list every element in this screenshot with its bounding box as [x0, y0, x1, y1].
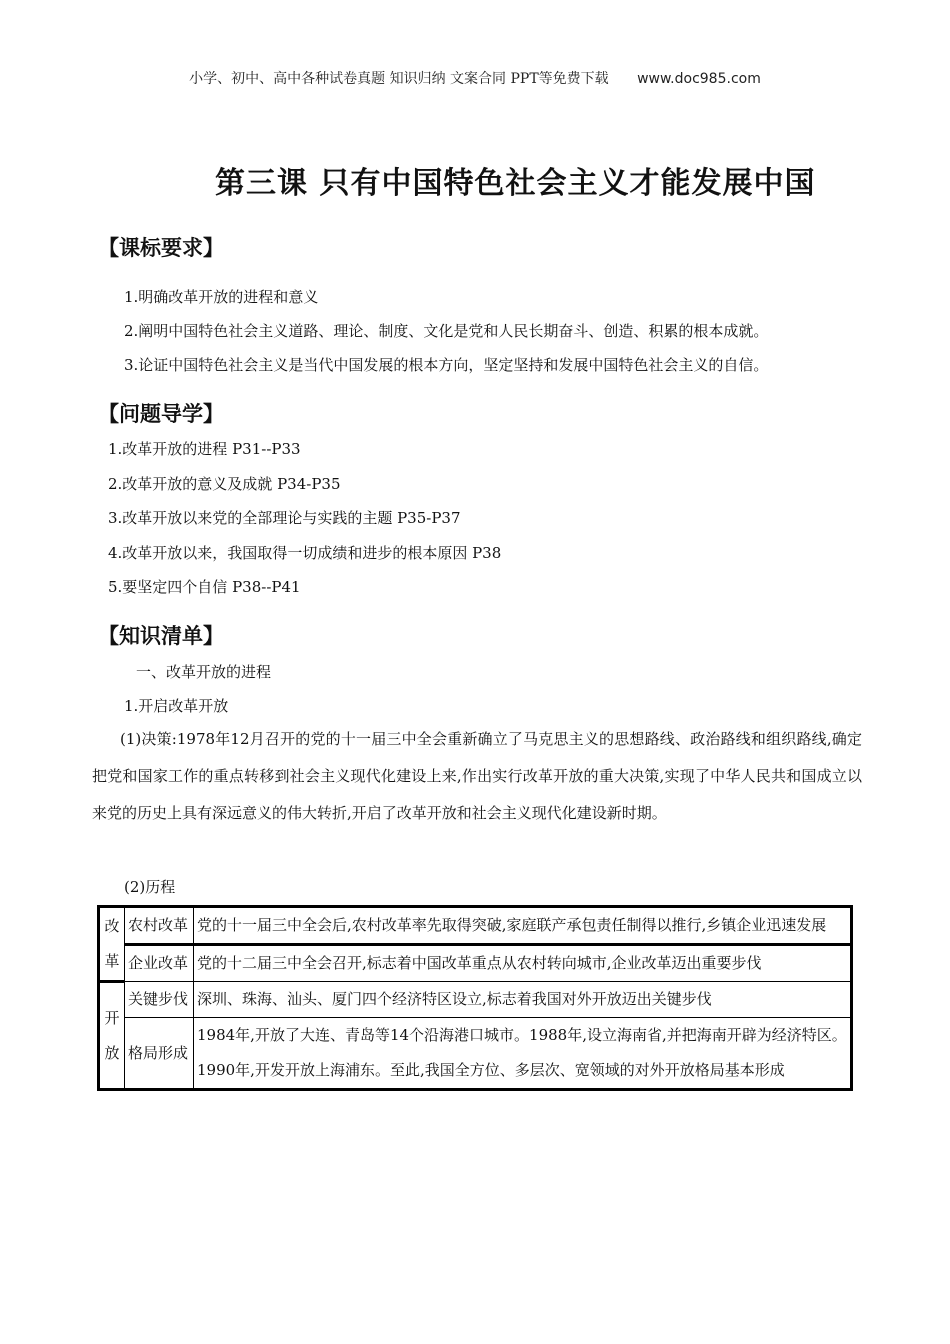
header-text: 小学、初中、高中各种试卷真题 知识归纳 文案合同 PPT等免费下载 [189, 71, 609, 87]
desc-cell: 深圳、珠海、汕头、厦门四个经济特区设立,标志着我国对外开放迈出关键步伐 [194, 982, 852, 1018]
guide-item: 2.改革开放的意义及成就 P34-P35 [108, 475, 341, 493]
subheading-start: 1.开启改革开放 [124, 697, 229, 715]
guide-item: 1.改革开放的进程 P31--P33 [108, 440, 301, 458]
section-heading-knowledge: 【知识清单】 [98, 624, 224, 648]
subheading-process: 一、改革开放的进程 [136, 663, 272, 681]
page-header [0, 68, 950, 88]
sub-cell: 农村改革 [125, 907, 194, 945]
standard-item: 1.明确改革开放的进程和意义 [124, 288, 319, 306]
sub-cell: 关键步伐 [125, 982, 194, 1018]
page-title: 第三课 只有中国特色社会主义才能发展中国 [215, 166, 816, 201]
table-row [99, 945, 852, 982]
guide-item: 5.要坚定四个自信 P38--P41 [108, 578, 301, 596]
group-cell-opening [99, 982, 125, 1090]
desc-cell: 党的十一届三中全会后,农村改革率先取得突破,家庭联产承包责任制得以推行,乡镇企业迅速发展 [194, 907, 852, 945]
section-heading-guide: 【问题导学】 [98, 402, 224, 426]
desc-cell: 党的十二届三中全会召开,标志着中国改革重点从农村转向城市,企业改革迈出重要步伐 [194, 945, 852, 982]
decision-paragraph: (1)决策:1978年12月召开的党的十一届三中全会重新确立了马克思主义的思想路线、政治路线和组织路线,确定把党和国家工作的重点转移到社会主义现代化建设上来,作出实行改革开放的重大决策,实现了中华人民共和国成立以来党的历史上具有深远意义的伟大转折,开启了改革开放和社会主义现代化建设新时期。 [92, 730, 862, 822]
group-label: 开放 [104, 1008, 120, 1062]
table-row [99, 982, 852, 1018]
history-table [97, 905, 853, 1091]
sub-cell: 格局形成 [125, 1018, 194, 1090]
desc-cell: 1984年,开放了大连、青岛等14个沿海港口城市。1988年,设立海南省,并把海南开辟为经济特区。1990年,开发开放上海浦东。至此,我国全方位、多层次、宽领域的对外开放格局基本形成 [194, 1018, 852, 1090]
table-row [99, 907, 852, 945]
guide-item: 4.改革开放以来，我国取得一切成绩和进步的根本原因 P38 [108, 544, 502, 562]
sub-cell: 企业改革 [125, 945, 194, 982]
section-heading-standards: 【课标要求】 [98, 236, 224, 260]
table-row [99, 1018, 852, 1090]
history-label: (2)历程 [124, 878, 176, 896]
header-url[interactable]: www.doc985.com [637, 71, 761, 87]
group-label: 改革 [104, 917, 120, 970]
guide-item: 3.改革开放以来党的全部理论与实践的主题 P35-P37 [108, 509, 461, 527]
standard-item: 3.论证中国特色社会主义是当代中国发展的根本方向，坚定坚持和发展中国特色社会主义的自信。 [124, 356, 769, 374]
standard-item: 2.阐明中国特色社会主义道路、理论、制度、文化是党和人民长期奋斗、创造、积累的根本成就。 [124, 322, 769, 340]
group-cell-reform [99, 907, 125, 982]
